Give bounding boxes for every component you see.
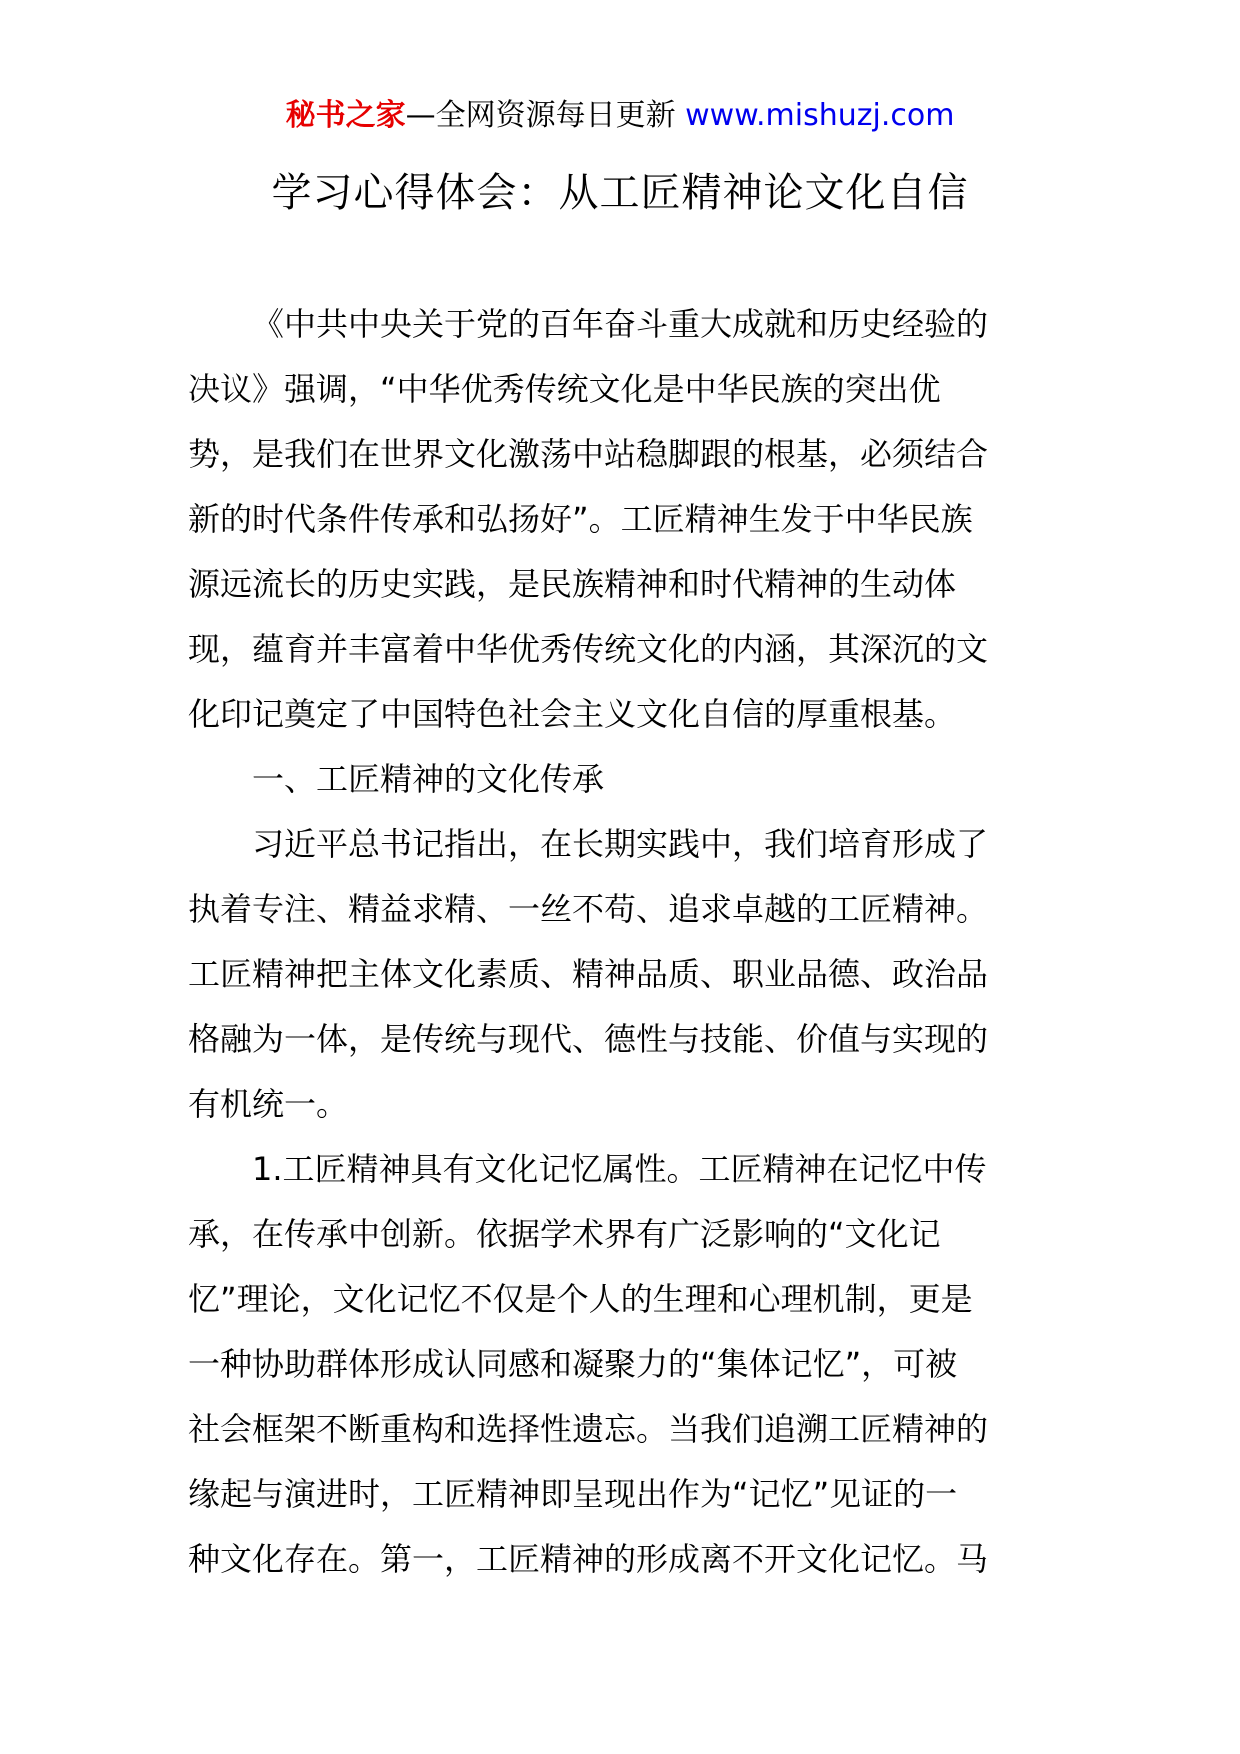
paragraph-line: 现，蕴育并丰富着中华优秀传统文化的内涵，其深沉的文	[188, 630, 989, 668]
header-tagline: —全网资源每日更新	[405, 98, 676, 133]
paragraph-line: 势，是我们在世界文化激荡中站稳脚跟的根基，必须结合	[188, 435, 989, 473]
document-title: 学习心得体会：从工匠精神论文化自信	[271, 170, 969, 216]
paragraph-line: 化印记奠定了中国特色社会主义文化自信的厚重根基。	[188, 695, 957, 733]
paragraph-line: 新的时代条件传承和弘扬好”。工匠精神生发于中华民族	[188, 500, 973, 538]
paragraph-line: 忆”理论，文化记忆不仅是个人的生理和心理机制，更是	[188, 1280, 973, 1318]
brand-name: 秘书之家	[285, 98, 406, 133]
section-heading: 一、工匠精神的文化传承	[252, 760, 605, 798]
site-header	[0, 96, 1240, 136]
document-body	[188, 292, 1068, 1592]
paragraph-line: 承，在传承中创新。依据学术界有广泛影响的“文化记	[188, 1215, 941, 1253]
paragraph-line: 源远流长的历史实践，是民族精神和时代精神的生动体	[188, 565, 957, 603]
paragraph-line: 1.工匠精神具有文化记忆属性。工匠精神在记忆中传	[252, 1150, 987, 1188]
paragraph-line: 习近平总书记指出，在长期实践中，我们培育形成了	[252, 825, 989, 863]
paragraph-line: 决议》强调，“中华优秀传统文化是中华民族的突出优	[188, 370, 941, 408]
paragraph-line: 种文化存在。第一，工匠精神的形成离不开文化记忆。马	[188, 1540, 989, 1578]
site-url-link[interactable]: www.mishuzj.com	[685, 98, 955, 133]
paragraph-line: 社会框架不断重构和选择性遗忘。当我们追溯工匠精神的	[188, 1410, 989, 1448]
paragraph-line: 工匠精神把主体文化素质、精神品质、职业品德、政治品	[188, 955, 989, 993]
paragraph-line: 格融为一体，是传统与现代、德性与技能、价值与实现的	[188, 1020, 989, 1058]
paragraph-line: 缘起与演进时，工匠精神即呈现出作为“记忆”见证的一	[188, 1475, 958, 1513]
paragraph-line: 执着专注、精益求精、一丝不苟、追求卓越的工匠精神。	[188, 890, 989, 928]
paragraph-line: 《中共中央关于党的百年奋斗重大成就和历史经验的	[252, 305, 989, 343]
paragraph-line: 有机统一。	[188, 1085, 349, 1123]
paragraph-line: 一种协助群体形成认同感和凝聚力的“集体记忆”，可被	[188, 1345, 958, 1383]
